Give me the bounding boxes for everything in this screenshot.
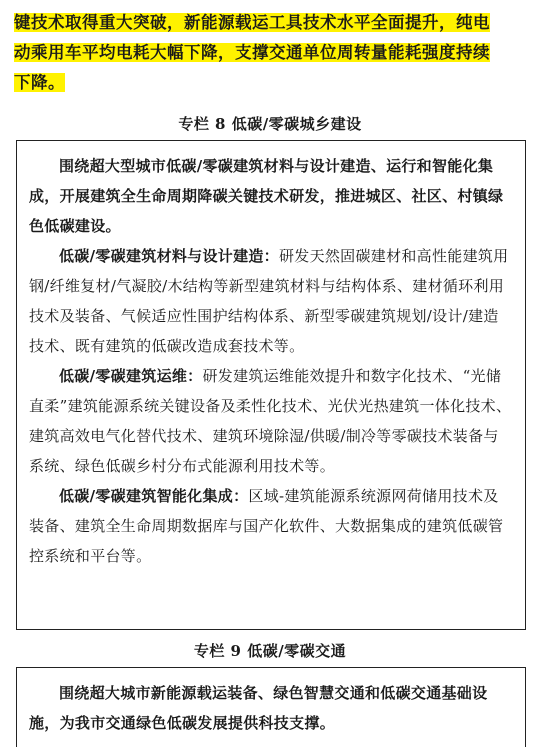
box8-title: 专栏 8 低碳/零碳城乡建设 <box>178 115 362 133</box>
box8-item-integration <box>29 481 513 571</box>
box9-intro: 围绕超大城市新能源载运装备、绿色智慧交通和低碳交通基础设施，为我市交通绿色低碳发展提供科技支撑。 <box>29 684 488 732</box>
box9 <box>16 667 526 747</box>
box8 <box>16 140 526 630</box>
box8-item-materials-text: 研发天然固碳建材和高性能建筑用钢/纤维复材/气凝胶/木结构等新型建筑材料与结构体系、建材循环利用技术及装备、气候适应性围护结构体系、新型零碳建筑规划/设计/建造技术、既有建筑的低碳改造成套技术等。 <box>29 247 509 355</box>
intro-paragraph <box>14 8 532 98</box>
box8-item-integration-lead: 低碳/零碳建筑智能化集成： <box>59 487 249 505</box>
box9-title: 专栏 9 低碳/零碳交通 <box>193 642 347 660</box>
box8-intro: 围绕超大型城市低碳/零碳建筑材料与设计建造、运行和智能化集成，开展建筑全生命周期降碳关键技术研发，推进城区、社区、村镇绿色低碳建设。 <box>29 157 504 235</box>
intro-line-2: 动乘用车平均电耗大幅下降，支撑交通单位周转量能耗强度持续 <box>14 43 490 62</box>
box8-item-integration-text: 区域-建筑能源系统源网荷储用技术及装备、建筑全生命周期数据库与国产化软件、大数据集成的建筑低碳管控系统和平台等。 <box>29 487 504 565</box>
box8-item-operation-lead: 低碳/零碳建筑运维： <box>59 367 203 385</box>
box8-item-operation <box>29 361 513 481</box>
intro-line-3: 下降。 <box>14 73 65 92</box>
intro-line-1: 键技术取得重大突破，新能源载运工具技术水平全面提升，纯电 <box>14 13 490 32</box>
box8-item-materials <box>29 241 513 361</box>
box8-item-materials-lead: 低碳/零碳建筑材料与设计建造： <box>59 247 279 265</box>
box8-item-operation-text: 研发建筑运维能效提升和数字化技术、“光储直柔”建筑能源系统关键设备及柔性化技术、光伏光热建筑一体化技术、建筑高效电气化替代技术、建筑环境除湿/供暖/制冷等零碳技术装备与系统、绿色低碳乡村分布式能源利用技术等。 <box>29 367 512 475</box>
